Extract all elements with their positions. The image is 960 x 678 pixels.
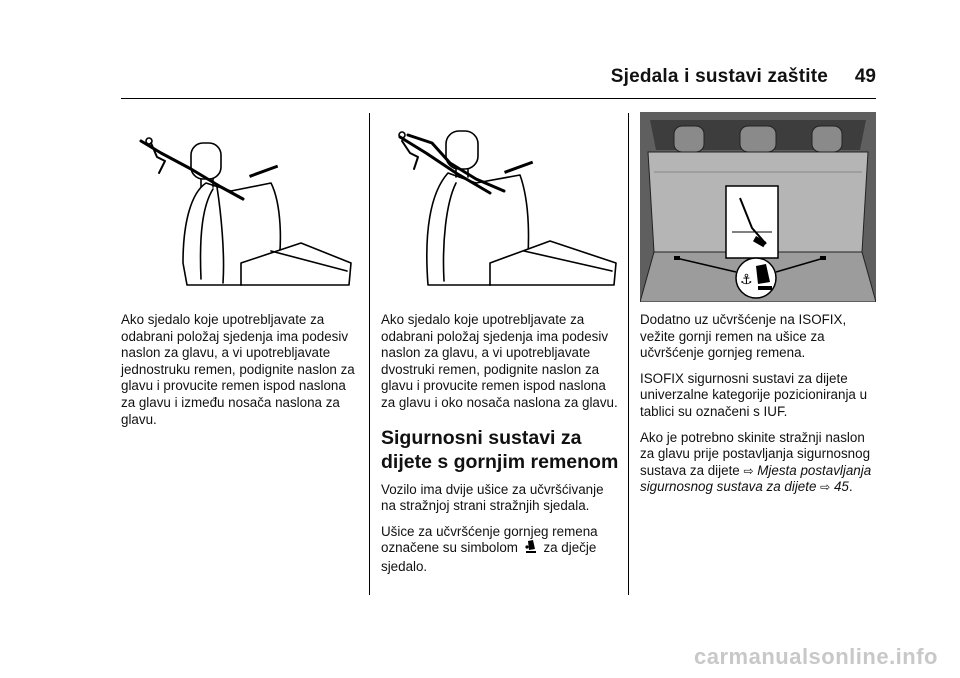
cross-reference-page[interactable]: 45: [833, 479, 849, 495]
paragraph-symbol-text: Ušice za učvršćenje gornjeg remena označene su simbolom: [381, 523, 598, 556]
page-number: 49: [854, 66, 876, 87]
page-title: Sjedala i sustavi zaštite: [610, 66, 828, 87]
child-seat-tether-symbol-icon: [524, 540, 538, 559]
column-divider: [369, 113, 370, 595]
sentence-end: .: [848, 479, 853, 495]
seat-headrest-single-strap-illustration: [121, 113, 359, 293]
cargo-area-tether-anchor-illustration: [640, 112, 876, 302]
paragraph-headrest: [640, 430, 880, 496]
cross-reference-arrow-icon: ⇨: [743, 463, 754, 478]
paragraph-headrest-text: Ako je potrebno skinite stražnji naslon za glavu prije postavljanja sigurnosnog sustava za dijete: [640, 429, 871, 478]
watermark: carmanualsonline.info: [694, 644, 938, 669]
paragraph-symbol: [381, 524, 621, 576]
column-divider: [628, 113, 629, 595]
cross-reference-link[interactable]: Mjesta postavljanja sigurnosnog sustava za dijete: [640, 462, 872, 495]
seat-headrest-double-strap-illustration: [380, 113, 618, 293]
page-header: [0, 66, 876, 94]
header-rule: [121, 98, 876, 99]
paragraph-symbol-text-end: za dječje sjedalo.: [381, 540, 597, 574]
column-middle: [381, 312, 621, 585]
paragraph-single-strap: Ako sjedalo koje upotrebljavate za odabrani položaj sjedenja ima podesiv naslon za glavu, a vi upotrebljavate jednostruku remen, podignite naslon za glavu i provucite remen ispod naslona za glavu i između nosača naslona za glavu.: [121, 312, 355, 427]
column-left: [121, 312, 361, 437]
svg-text:⚓: ⚓: [740, 272, 753, 288]
cross-reference-arrow-icon: ⇨: [820, 480, 831, 495]
paragraph-isofix: Dodatno uz učvršćenje na ISOFIX, vežite gornji remen na ušice za učvršćenje gornjeg remena.: [640, 312, 847, 361]
paragraph-double-strap: Ako sjedalo koje upotrebljavate za odabrani položaj sjedenja ima podesiv naslon za glavu, a vi upotrebljavate dvostruki remen, podignite naslon za glavu i provucite remen ispod naslona za glavu i oko nosača naslona za glavu.: [381, 312, 618, 410]
section-heading: Sigurnosni sustavi za dijete s gornjim remenom: [381, 426, 619, 473]
paragraph-anchors: Vozilo ima dvije ušice za učvršćivanje na stražnjoj strani stražnjih sjedala.: [381, 481, 604, 514]
paragraph-iuf: ISOFIX sigurnosni sustavi za dijete univerzalne kategorije pozicioniranja u tablici su označeni s IUF.: [640, 370, 868, 419]
column-right: [640, 312, 880, 505]
